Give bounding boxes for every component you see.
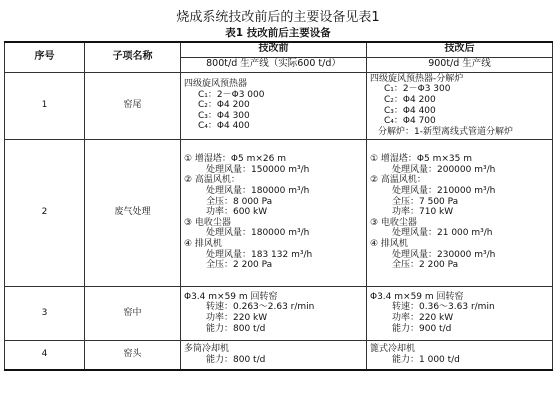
after-cell xyxy=(367,139,553,286)
cell-line: 转速：0.263～2.63 r/min xyxy=(206,302,315,313)
cell-line: C₁：2－Φ3 300 xyxy=(384,84,451,95)
after-cell xyxy=(367,286,553,340)
row-name: 窑尾 xyxy=(85,72,181,139)
cell-line: ④ 排风机 xyxy=(370,238,408,249)
header-no: 序号 xyxy=(5,42,85,72)
row-name: 废气处理 xyxy=(85,139,181,286)
table-row xyxy=(5,139,553,286)
table-row xyxy=(5,286,553,340)
table-row xyxy=(5,72,553,139)
cell-line: C₂：Φ4 200 xyxy=(384,94,436,105)
header-after: 技改后 xyxy=(367,42,553,57)
cell-line: 全压：2 200 Pa xyxy=(206,260,273,271)
equipment-table xyxy=(4,41,553,371)
header-before: 技改前 xyxy=(181,42,367,57)
cell-line: Φ3.4 m×59 m 回转窑 xyxy=(370,291,464,302)
cell-line: ① 增湿塔：Φ5 m×26 m xyxy=(184,154,286,165)
cell-line: C₄：Φ4 400 xyxy=(198,121,250,132)
cell-line: ② 高温风机： xyxy=(370,175,426,186)
table-row xyxy=(5,340,553,370)
header-name: 子项名称 xyxy=(85,42,181,72)
cell-line: 能力：900 t/d xyxy=(392,323,452,334)
row-number: 4 xyxy=(5,340,85,370)
cell-line: C₃：Φ4 400 xyxy=(384,105,436,116)
cell-line: 四级旋风预热器 xyxy=(184,79,248,90)
cell-line: 能力：800 t/d xyxy=(206,354,266,365)
cell-line: C₁：2－Φ3 000 xyxy=(198,89,265,100)
cell-line: C₃：Φ4 300 xyxy=(198,110,250,121)
cell-line: ③ 电收尘器 xyxy=(370,217,417,228)
cell-line: Φ3.4 m×59 m 回转窑 xyxy=(184,291,278,302)
cell-line: 全压：8 000 Pa xyxy=(206,196,273,207)
cell-line: 全压：2 200 Pa xyxy=(392,260,459,271)
row-number: 3 xyxy=(5,286,85,340)
table-caption: 表1 技改前后主要设备 xyxy=(225,27,331,39)
cell-line: 处理风量：200000 m³/h xyxy=(392,164,496,175)
cell-line: 转速：0.36～3.63 r/min xyxy=(392,302,495,313)
cell-line: 处理风量：180000 m³/h xyxy=(206,228,310,239)
header-before-sub: 800t/d 生产线（实际600 t/d） xyxy=(181,57,367,72)
cell-line: 功率：710 kW xyxy=(392,207,454,218)
row-name: 窑中 xyxy=(85,286,181,340)
cell-line: ① 增湿塔：Φ5 m×35 m xyxy=(370,154,472,165)
table-header xyxy=(5,42,553,72)
page-title: 烧成系统技改前后的主要设备见表1 xyxy=(176,10,380,25)
cell-line: 功率：220 kW xyxy=(206,313,268,323)
cell-line: ④ 排风机 xyxy=(184,238,222,249)
cell-line: 功率：600 kW xyxy=(206,207,268,218)
cell-line: 多筒冷却机 xyxy=(184,344,230,355)
cell-line: 处理风量：183 132 m³/h xyxy=(206,249,313,260)
cell-line: 四级旋风预热器-分解炉 xyxy=(370,73,464,84)
after-cell xyxy=(367,340,553,370)
after-cell xyxy=(367,72,553,139)
before-cell xyxy=(181,139,367,286)
row-number: 1 xyxy=(5,72,85,139)
cell-line: 处理风量：210000 m³/h xyxy=(392,186,496,197)
cell-line: 处理风量：230000 m³/h xyxy=(392,249,496,260)
row-name: 窑头 xyxy=(85,340,181,370)
cell-line: 能力：1 000 t/d xyxy=(392,354,460,365)
row-number: 2 xyxy=(5,139,85,286)
cell-line: 分解炉：1-新型离线式管道分解炉 xyxy=(378,126,513,137)
before-cell xyxy=(181,340,367,370)
header-after-sub: 900t/d 生产线 xyxy=(367,57,553,72)
cell-line: 篦式冷却机 xyxy=(370,344,416,355)
cell-line: ③ 电收尘器 xyxy=(184,217,231,228)
cell-line: 全压：7 500 Pa xyxy=(392,196,459,207)
cell-line: 处理风量：150000 m³/h xyxy=(206,164,310,175)
cell-line: 能力：800 t/d xyxy=(206,323,266,334)
cell-line: 功率：220 kW xyxy=(392,313,454,323)
cell-line: 处理风量：21 000 m³/h xyxy=(392,228,493,239)
before-cell xyxy=(181,72,367,139)
cell-line: ② 高温风机： xyxy=(184,175,240,186)
before-cell xyxy=(181,286,367,340)
cell-line: C₄：Φ4 700 xyxy=(384,116,436,127)
cell-line: 处理风量：180000 m³/h xyxy=(206,186,310,197)
cell-line: C₂：Φ4 200 xyxy=(198,100,250,111)
